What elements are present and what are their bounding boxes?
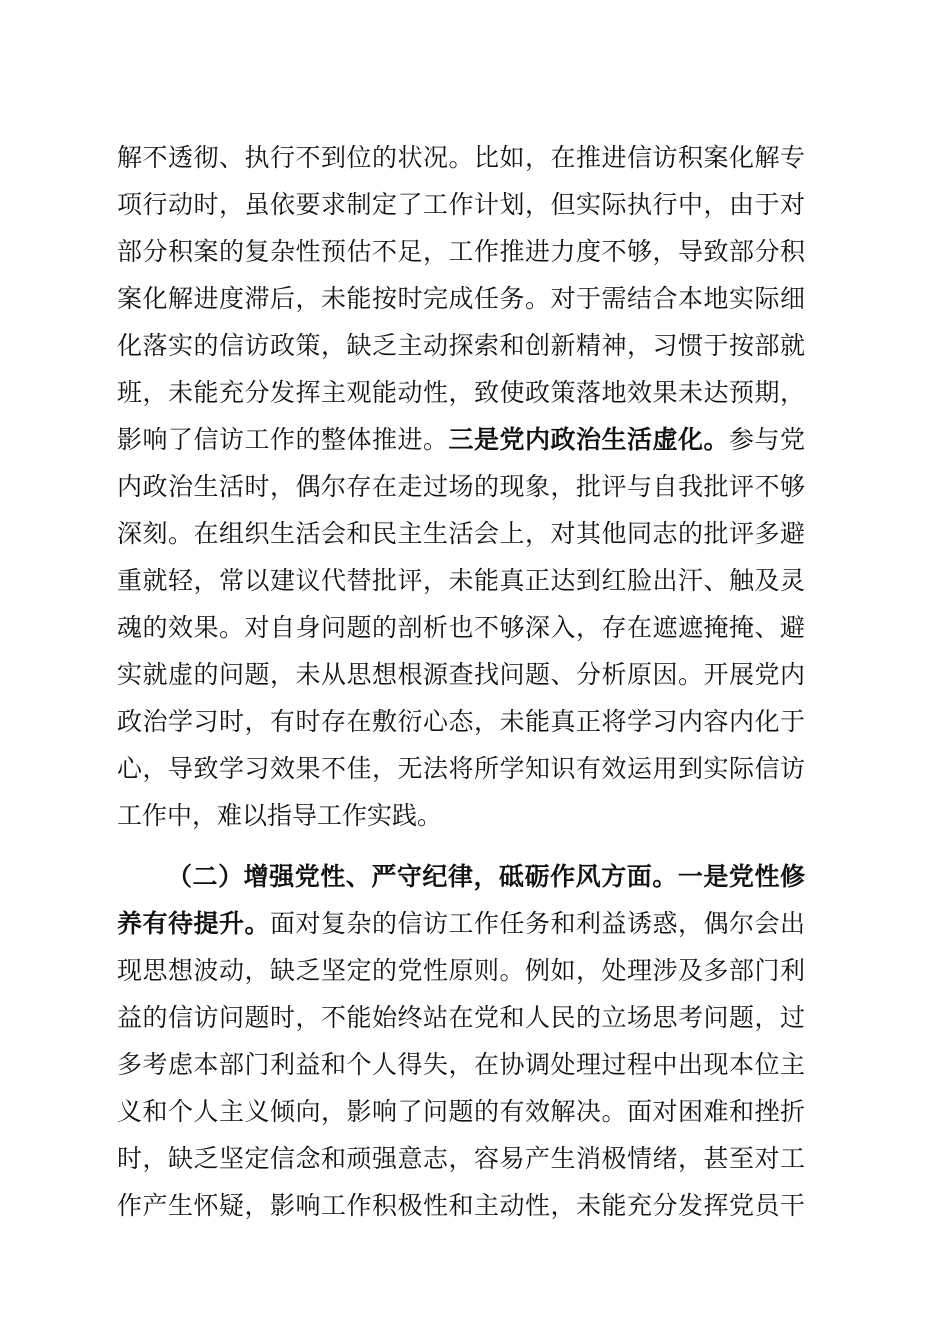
section-heading: （二）增强党性、严守纪律，砥砺作风方面。一是党性修 — [167, 862, 805, 891]
paragraph-2-line-5 — [117, 1041, 805, 1088]
paragraph-2-line-8 — [117, 1182, 805, 1229]
line-17-part-2: 面对复杂的信访工作任务和利益诱惑，偶尔会出 — [270, 909, 805, 938]
paragraph-1-line-12 — [117, 651, 805, 698]
section-heading-line — [167, 853, 805, 900]
line-12: 实就虚的问题，未从思想根源查找问题、分析原因。开展党内 — [117, 660, 805, 689]
line-4: 案化解进度滞后，未能按时完成任务。对于需结合本地实际细 — [117, 284, 805, 313]
line-21: 义和个人主义倾向，影响了问题的有效解决。面对困难和挫折 — [117, 1097, 805, 1126]
paragraph-1-line-9 — [117, 510, 805, 557]
line-1: 解不透彻、执行不到位的状况。比如，在推进信访积案化解专 — [117, 143, 805, 172]
line-20: 多考虑本部门利益和个人得失，在协调处理过程中出现本位主 — [117, 1050, 805, 1079]
line-3: 部分积案的复杂性预估不足，工作推进力度不够，导致部分积 — [117, 237, 805, 266]
line-2: 项行动时，虽依要求制定了工作计划，但实际执行中，由于对 — [117, 190, 805, 219]
paragraph-2-line-7 — [117, 1135, 805, 1182]
paragraph-1-line-2 — [117, 181, 805, 228]
line-7-part-3: 参与党 — [728, 425, 805, 454]
paragraph-2-line-2 — [117, 900, 805, 947]
paragraph-1-line-15 — [117, 792, 805, 839]
line-19: 益的信访问题时，不能始终站在党和人民的立场思考问题，过 — [117, 1003, 805, 1032]
line-8: 内政治生活时，偶尔存在走过场的现象，批评与自我批评不够 — [117, 472, 805, 501]
line-11: 魂的效果。对自身问题的剖析也不够深入，存在遮遮掩掩、避 — [117, 613, 805, 642]
line-6: 班，未能充分发挥主观能动性，致使政策落地效果未达预期， — [117, 378, 805, 407]
paragraph-1-line-10 — [117, 557, 805, 604]
line-5: 化落实的信访政策，缺乏主动探索和创新精神，习惯于按部就 — [117, 331, 805, 360]
paragraph-1-line-3 — [117, 228, 805, 275]
paragraph-2-line-4 — [117, 994, 805, 1041]
line-15: 工作中，难以指导工作实践。 — [117, 801, 443, 830]
paragraph-1-line-5 — [117, 322, 805, 369]
line-7-heading: 三是党内政治生活虚化。 — [448, 425, 729, 454]
line-9: 深刻。在组织生活会和民主生活会上，对其他同志的批评多避 — [117, 519, 805, 548]
line-14: 心，导致学习效果不佳，无法将所学知识有效运用到实际信访 — [117, 754, 805, 783]
paragraph-2-line-3 — [117, 947, 805, 994]
paragraph-1-line-8 — [117, 463, 805, 510]
line-10: 重就轻，常以建议代替批评，未能真正达到红脸出汗、触及灵 — [117, 566, 805, 595]
line-13: 政治学习时，有时存在敷衍心态，未能真正将学习内容内化于 — [117, 707, 805, 736]
line-23: 作产生怀疑，影响工作积极性和主动性，未能充分发挥党员干 — [117, 1191, 805, 1220]
paragraph-1-line-4 — [117, 275, 805, 322]
paragraph-1-line-13 — [117, 698, 805, 745]
paragraph-1-line-11 — [117, 604, 805, 651]
paragraph-1-line-7 — [117, 416, 805, 463]
line-18: 现思想波动，缺乏坚定的党性原则。例如，处理涉及多部门利 — [117, 956, 805, 985]
paragraph-2-line-6 — [117, 1088, 805, 1135]
line-22: 时，缺乏坚定信念和顽强意志，容易产生消极情绪，甚至对工 — [117, 1144, 805, 1173]
line-17-heading: 养有待提升。 — [117, 909, 270, 938]
paragraph-1-line-14 — [117, 745, 805, 792]
line-7-part-1: 影响了信访工作的整体推进。 — [117, 425, 449, 454]
paragraph-1-line-6 — [117, 369, 805, 416]
paragraph-1 — [117, 134, 805, 181]
